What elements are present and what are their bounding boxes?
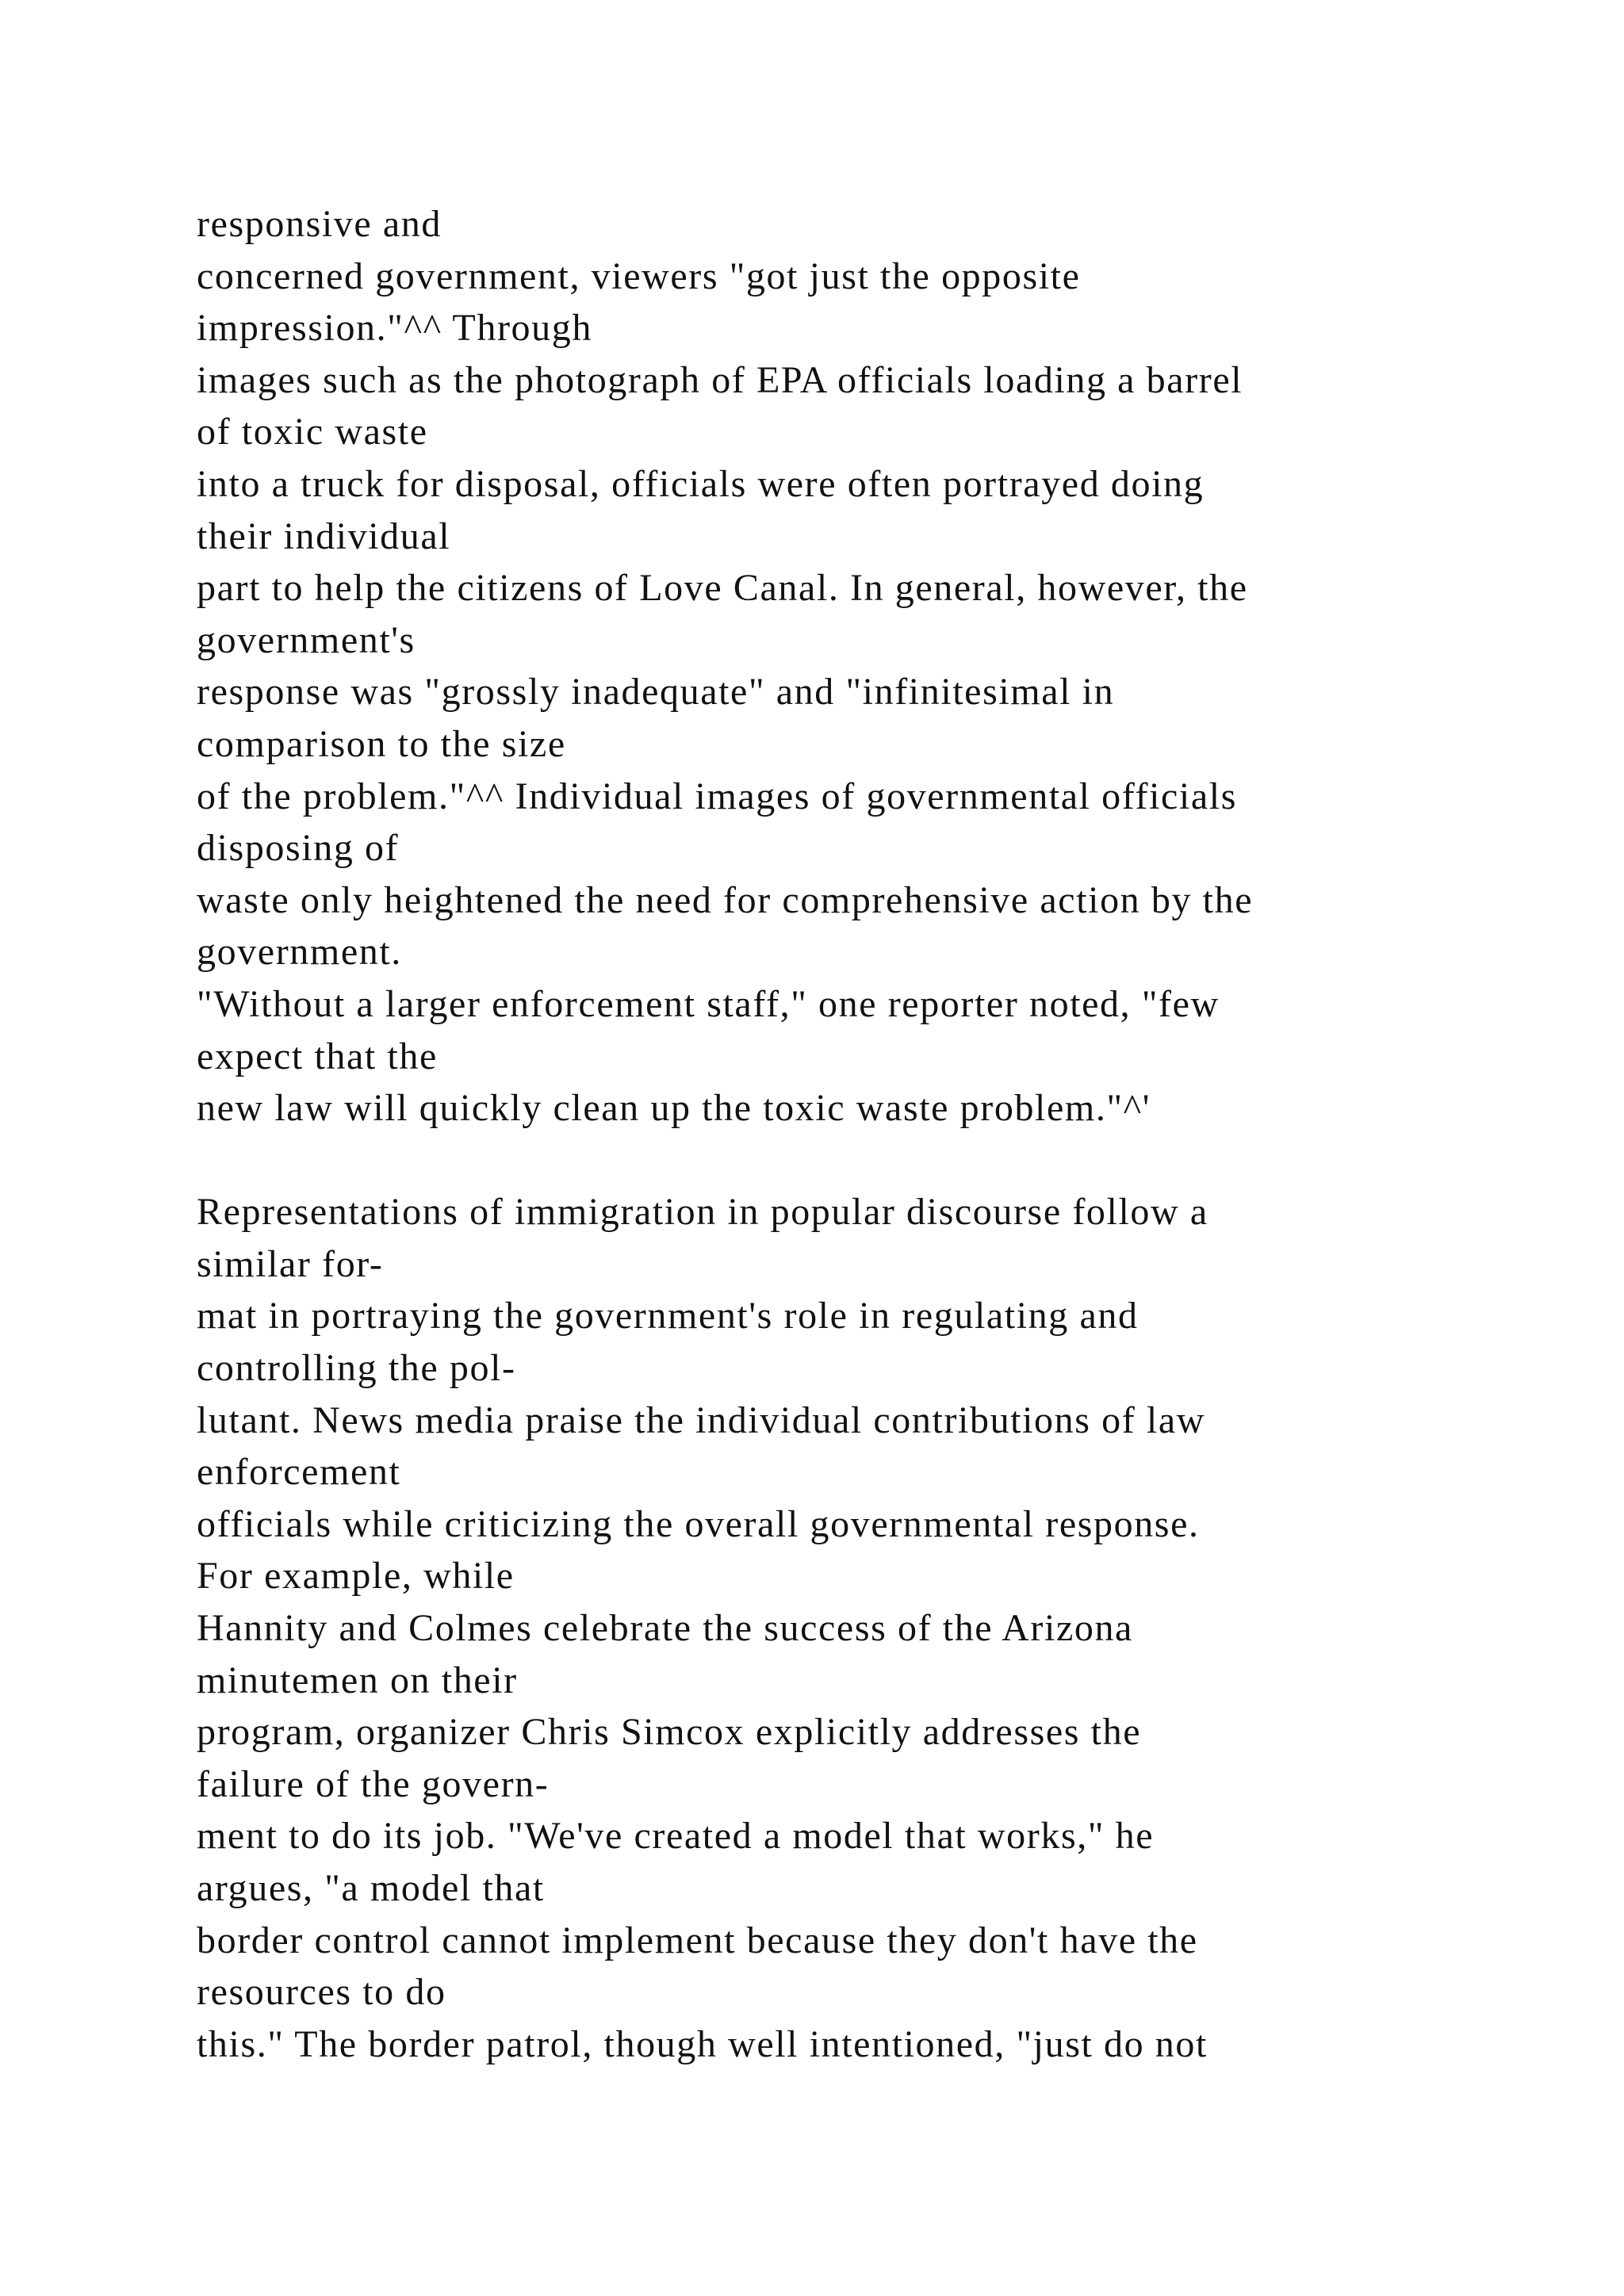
text-line: images such as the photograph of EPA officials loading a barrel <box>197 358 1243 401</box>
text-line: officials while criticizing the overall governmental response. <box>197 1502 1200 1545</box>
text-line: resources to do <box>197 1971 446 2014</box>
text-line: failure of the govern- <box>197 1762 550 1805</box>
text-line: of the problem."^^ Individual images of governmental officials <box>197 775 1237 817</box>
text-line: enforcement <box>197 1451 401 1494</box>
paragraph-1 <box>197 198 1561 1135</box>
text-line: impression."^^ Through <box>197 307 592 350</box>
text-line: waste only heightened the need for comprehensive action by the <box>197 878 1254 921</box>
text-line: into a truck for disposal, officials were often portrayed doing <box>197 462 1205 505</box>
text-line: response was "grossly inadequate" and "infinitesimal in <box>197 671 1115 714</box>
text-line: border control cannot implement because they don't have the <box>197 1919 1198 1961</box>
text-line: responsive and <box>197 203 442 245</box>
text-line: concerned government, viewers "got just the opposite <box>197 254 1081 297</box>
text-line: new law will quickly clean up the toxic waste problem."^' <box>197 1087 1151 1130</box>
text-line: program, organizer Chris Simcox explicitly addresses the <box>197 1711 1142 1754</box>
body-text <box>197 198 1561 2070</box>
text-line: ment to do its job. "We've created a model that works," he <box>197 1815 1155 1858</box>
text-line: lutant. News media praise the individual contributions of law <box>197 1399 1206 1441</box>
text-line: mat in portraying the government's role in regulating and <box>197 1295 1139 1337</box>
text-line: government. <box>197 931 402 974</box>
text-line: government's <box>197 618 416 661</box>
text-line: their individual <box>197 515 451 557</box>
text-line: similar for- <box>197 1242 384 1285</box>
text-line: expect that the <box>197 1035 438 1077</box>
text-line: Representations of immigration in popular discourse follow a <box>197 1191 1208 1234</box>
text-line: this." The border patrol, though well intentioned, "just do not <box>197 2022 1208 2065</box>
text-line: part to help the citizens of Love Canal. In general, however, the <box>197 567 1248 610</box>
paragraph-2 <box>197 1186 1561 2070</box>
paragraph-break <box>197 1135 1561 1187</box>
text-line: Hannity and Colmes celebrate the success of the Arizona <box>197 1607 1133 1650</box>
text-line: disposing of <box>197 827 400 870</box>
text-line: controlling the pol- <box>197 1347 516 1390</box>
text-line: minutemen on their <box>197 1659 518 1701</box>
text-line: "Without a larger enforcement staff," one reporter noted, "few <box>197 982 1220 1025</box>
text-line: argues, "a model that <box>197 1867 545 1909</box>
text-line: of toxic waste <box>197 411 428 453</box>
text-line: For example, while <box>197 1555 515 1598</box>
text-line: comparison to the size <box>197 722 566 765</box>
